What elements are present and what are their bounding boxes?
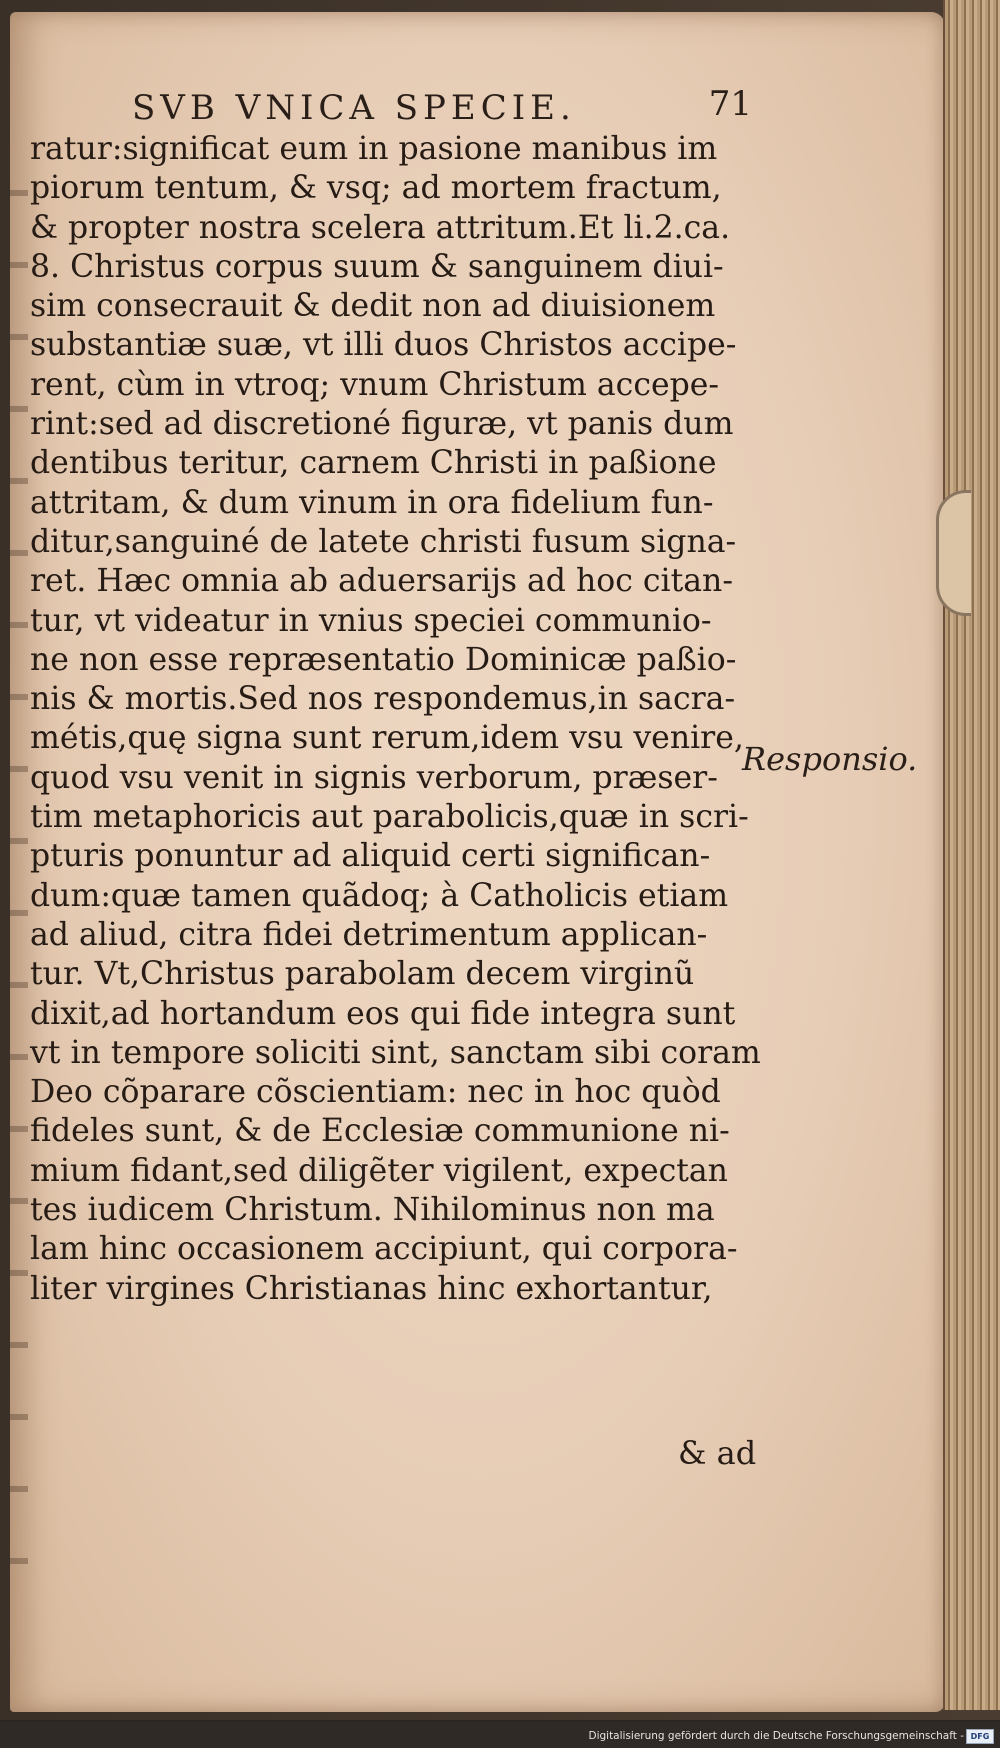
- text-line: substantiæ suæ, vt illi duos Christos accipe-: [30, 327, 737, 364]
- running-title: SVB VNICA SPECIE.: [132, 88, 576, 128]
- text-line: ratur:significat eum in pasione manibus im: [30, 131, 718, 167]
- text-line: quod vsu venit in signis verborum, præser-: [30, 759, 718, 796]
- book-clasp-image: [936, 490, 971, 616]
- text-line: lam hinc occasionem accipiunt, qui corpora-: [30, 1231, 738, 1268]
- text-line: vt in tempore soliciti sint, sanctam sibi coram: [30, 1034, 761, 1071]
- margin-note: Responsio.: [742, 740, 918, 778]
- gutter-binding-shadow: [10, 152, 28, 1602]
- text-line: 8. Christus corpus suum & sanguinem diui-: [30, 248, 724, 285]
- text-line: tur. Vt,Christus parabolam decem virginũ: [30, 956, 695, 993]
- text-line: sim consecrauit & dedit non ad diuisionem: [30, 288, 716, 325]
- text-line: tur, vt videatur in vnius speciei communio-: [30, 602, 712, 639]
- text-line: dentibus teritur, carnem Christi in paßione: [30, 445, 717, 482]
- text-line: tes iudicem Christum. Nihilominus non ma: [30, 1192, 715, 1229]
- text-line: ret. Hæc omnia ab aduersarijs ad hoc citan-: [30, 563, 733, 600]
- digitization-credit: Digitalisierung gefördert durch die Deutsche Forschungsgemeinschaft -: [588, 1730, 964, 1742]
- text-line: & propter nostra scelera attritum.Et li.2.ca.: [30, 209, 731, 246]
- catchword: & ad: [678, 1434, 757, 1472]
- text-line: piorum tentum, & vsq; ad mortem fractum,: [30, 170, 722, 207]
- text-line: rint:sed ad discretioné figuræ, vt panis dum: [30, 406, 734, 443]
- main-text: [30, 130, 760, 1309]
- dfg-logo: DFG: [966, 1729, 994, 1744]
- text-line: Deo cõparare cõscientiam: nec in hoc quòd: [30, 1074, 721, 1111]
- text-line: mium fidant,sed diligẽter vigilent, expectan: [30, 1152, 728, 1189]
- text-line: rent, cùm in vtroq; vnum Christum accepe-: [30, 366, 720, 403]
- text-line: liter virgines Christianas hinc exhortantur,: [30, 1270, 713, 1307]
- text-line: nis & mortis.Sed nos respondemus,in sacra-: [30, 681, 736, 718]
- text-line: fideles sunt, & de Ecclesiæ communione ni-: [30, 1113, 730, 1150]
- text-line: tim metaphoricis aut parabolicis,quæ in scri-: [30, 799, 749, 836]
- text-line: attritam, & dum vinum in ora fidelium fun-: [30, 484, 714, 521]
- text-line: ne non esse repræsentatio Dominicæ paßio-: [30, 641, 737, 678]
- text-line: ad aliud, citra fidei detrimentum applican-: [30, 916, 708, 953]
- text-line: ditur,sanguiné de latete christi fusum signa-: [30, 523, 737, 560]
- text-line: pturis ponuntur ad aliquid certi significan-: [30, 838, 711, 875]
- text-line: dum:quæ tamen quãdoq; à Catholicis etiam: [30, 877, 729, 914]
- page-number: 71: [708, 84, 752, 124]
- text-line: dixit,ad hortandum eos qui fide integra sunt: [30, 995, 736, 1032]
- page-fore-edge: [943, 0, 1000, 1710]
- text-line: métis,quę signa sunt rerum,idem vsu venire,: [30, 720, 744, 757]
